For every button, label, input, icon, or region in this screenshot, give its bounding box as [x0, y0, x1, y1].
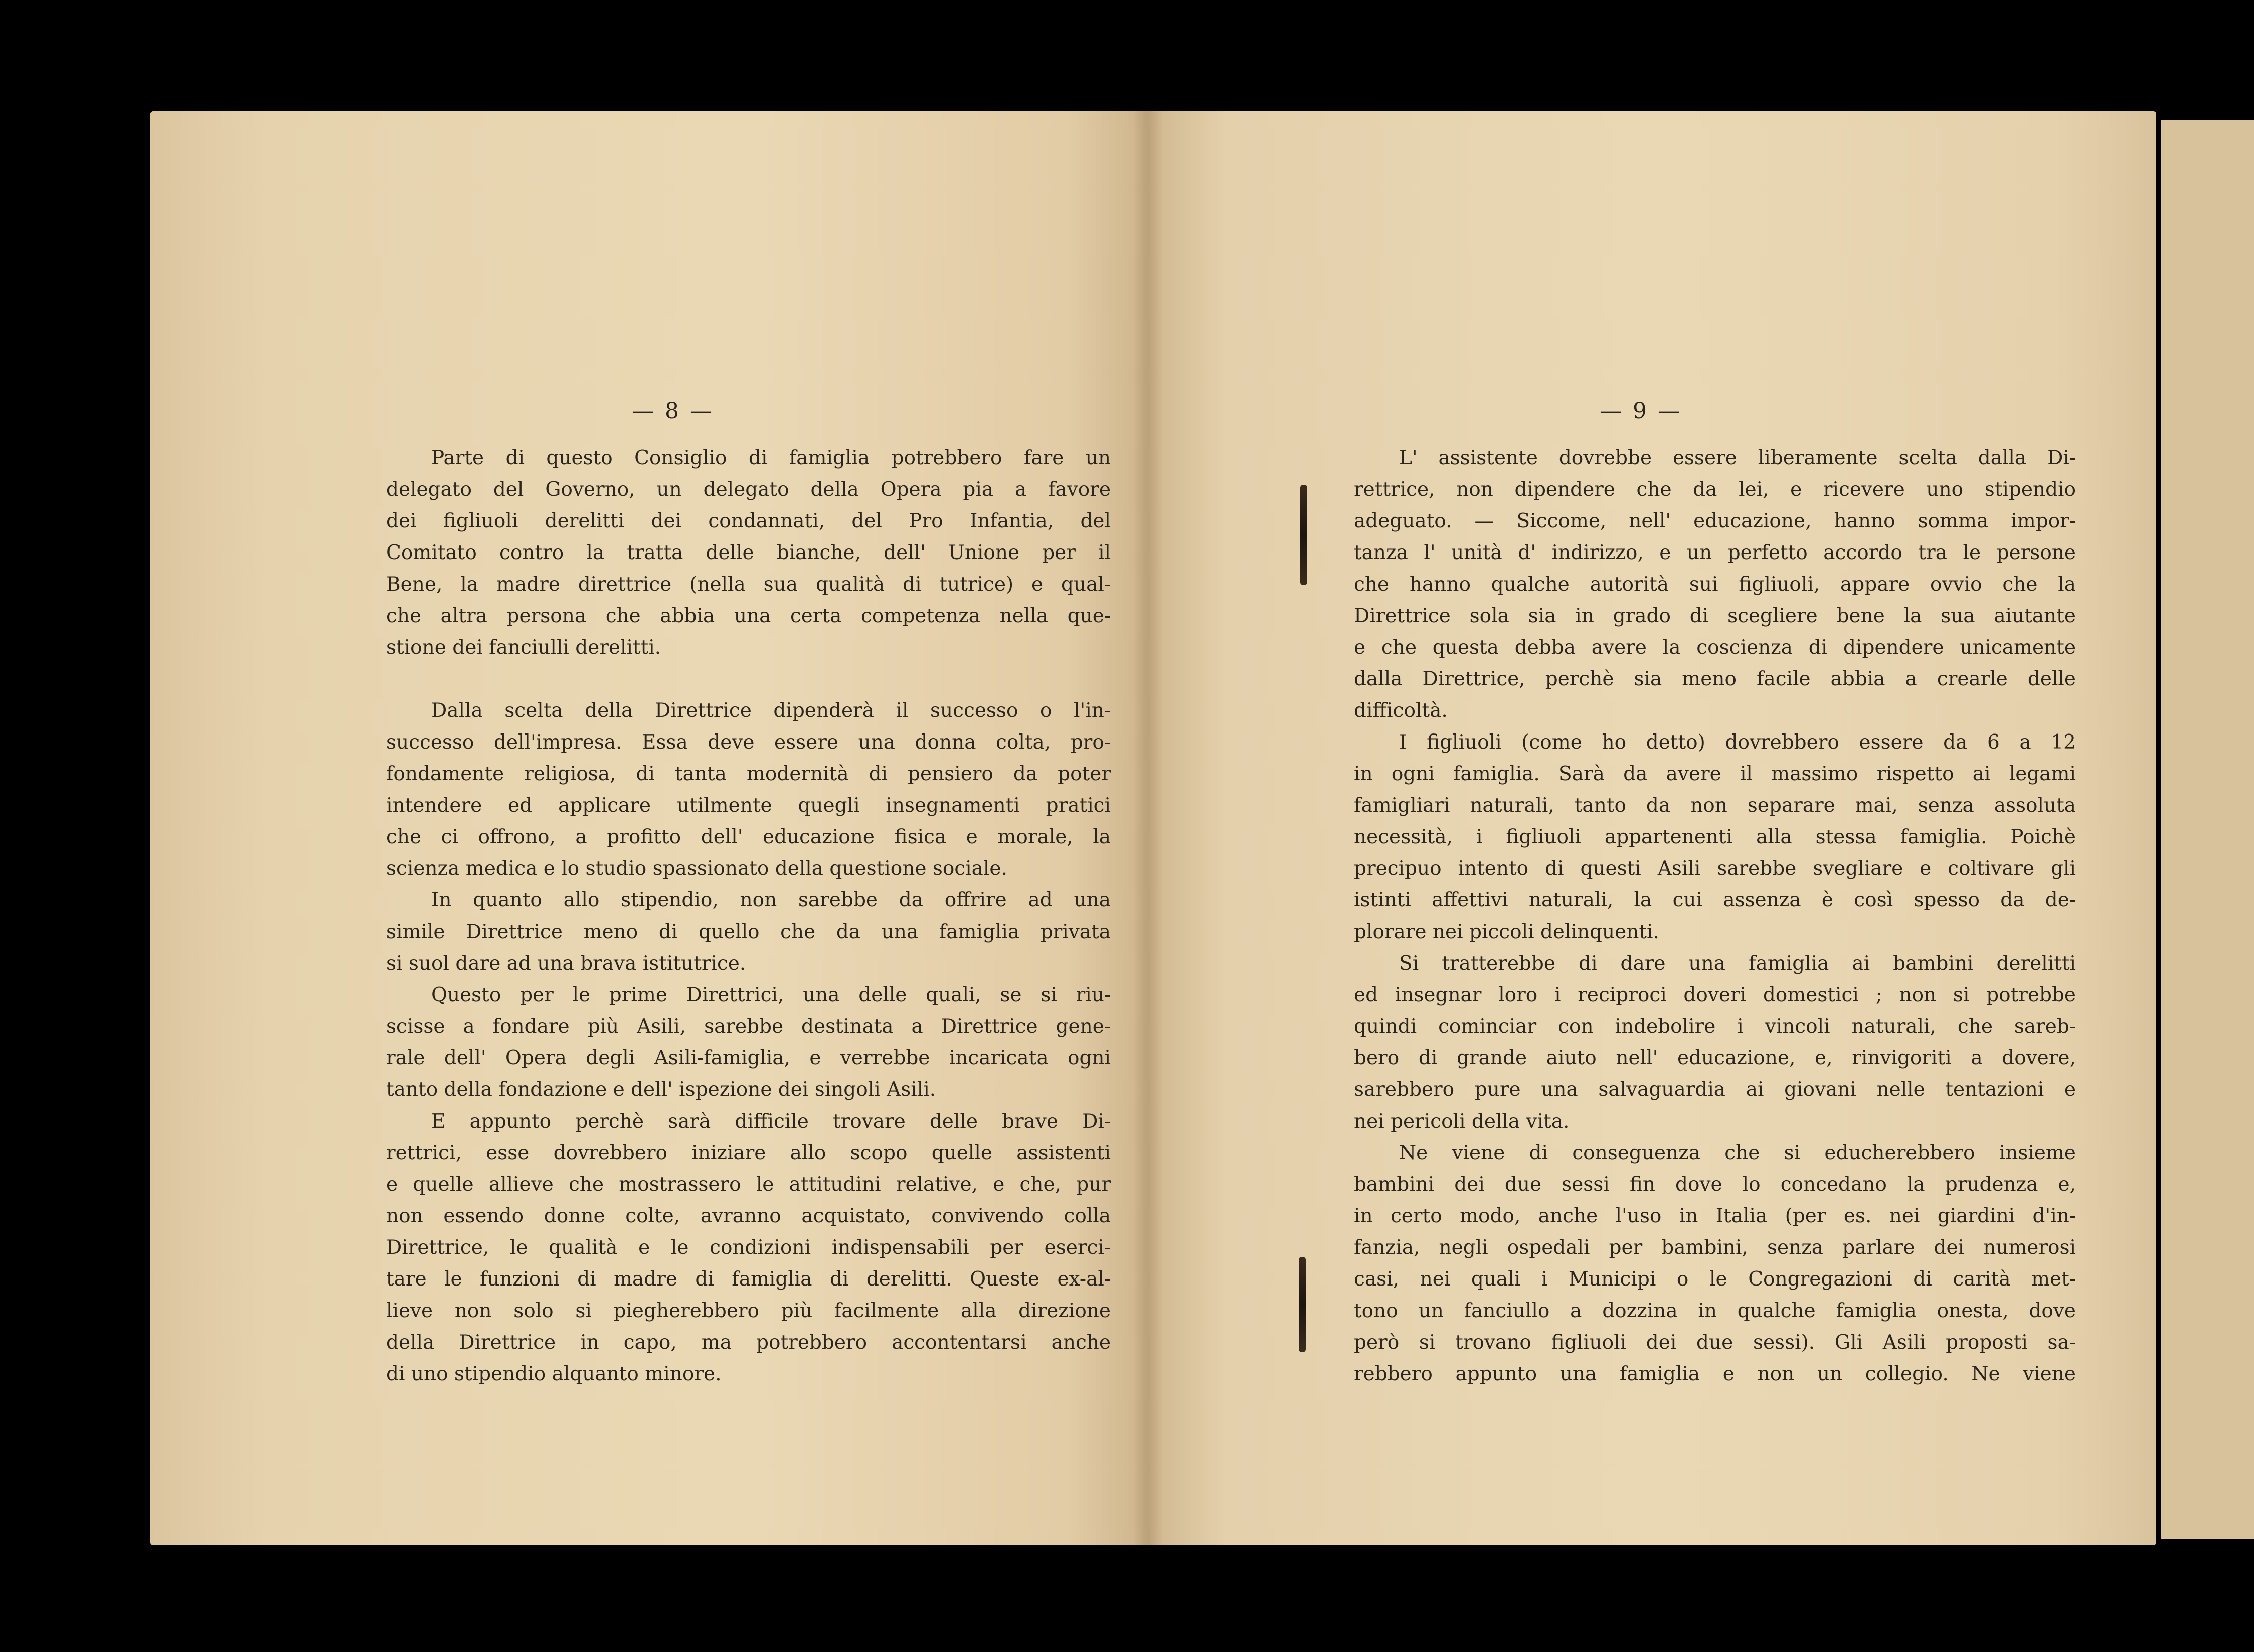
text-line: rettrice, non dipendere che da lei, e ricevere uno stipendio [1354, 478, 2076, 501]
text-line: si suol dare ad una brava istitutrice. [386, 952, 746, 975]
text-line: plorare nei piccoli delinquenti. [1354, 921, 1659, 943]
text-line: lieve non solo si piegherebbero più facilmente alla direzione [386, 1300, 1111, 1322]
text-line: e che questa debba avere la coscienza di dipendere unicamente [1354, 636, 2076, 659]
text-line: dalla Direttrice, perchè sia meno facile abbia a crearle delle [1354, 668, 2076, 690]
text-line: tare le funzioni di madre di famiglia di derelitti. Queste ex-al- [386, 1268, 1111, 1291]
text-line: I figliuoli (come ho detto) dovrebbero essere da 6 a 12 [1399, 731, 2076, 754]
bottom-staple [1299, 1257, 1306, 1352]
text-line: tanza l' unità d' indirizzo, e un perfetto accordo tra le persone [1354, 541, 2076, 564]
text-line: nei pericoli della vita. [1354, 1110, 1570, 1133]
text-line: di uno stipendio alquanto minore. [386, 1363, 722, 1385]
text-line: fanzia, negli ospedali per bambini, senza parlare dei numerosi [1354, 1236, 2076, 1259]
text-line: che ci offrono, a profitto dell' educazione fisica e morale, la [386, 826, 1111, 848]
text-line: Questo per le prime Direttrici, una delle quali, se si riu- [431, 984, 1111, 1006]
text-line: adeguato. — Siccome, nell' educazione, hanno somma impor- [1354, 510, 2076, 532]
text-line: intendere ed applicare utilmente quegli insegnamenti pratici [386, 794, 1111, 817]
text-line: successo dell'impresa. Essa deve essere una donna colta, pro- [386, 731, 1111, 754]
text-line: difficoltà. [1354, 699, 1448, 722]
text-line: sarebbero pure una salvaguardia ai giovani nelle tentazioni e [1354, 1078, 2076, 1101]
right-page-number: — 9 — [1600, 398, 1682, 424]
binding-gutter [1133, 111, 1163, 1545]
text-line: Si tratterebbe di dare una famiglia ai bambini derelitti [1399, 952, 2076, 975]
back-cover-edge [2161, 120, 2254, 1539]
text-line: stione dei fanciulli derelitti. [386, 636, 661, 659]
text-line: e quelle allieve che mostrassero le attitudini relative, e che, pur [386, 1173, 1111, 1196]
text-line: che hanno qualche autorità sui figliuoli, appare ovvio che la [1354, 573, 2076, 596]
text-line: precipuo intento di questi Asili sarebbe svegliare e coltivare gli [1354, 857, 2076, 880]
text-line: In quanto allo stipendio, non sarebbe da offrire ad una [431, 889, 1111, 911]
top-staple [1300, 485, 1307, 585]
text-line: scienza medica e lo studio spassionato della questione sociale. [386, 857, 1007, 880]
text-line: Dalla scelta della Direttrice dipenderà il successo o l'in- [431, 699, 1111, 722]
text-line: E appunto perchè sarà difficile trovare delle brave Di- [431, 1110, 1111, 1133]
text-line: delegato del Governo, un delegato della Opera pia a favore [386, 478, 1111, 501]
text-line: in ogni famiglia. Sarà da avere il massimo rispetto ai legami [1354, 763, 2076, 785]
text-line: tanto della fondazione e dell' ispezione dei singoli Asili. [386, 1078, 936, 1101]
text-line: Ne viene di conseguenza che si educherebbero insieme [1399, 1142, 2076, 1164]
left-page-number: — 8 — [632, 398, 714, 424]
text-line: quindi cominciar con indebolire i vincoli naturali, che sareb- [1354, 1015, 2076, 1038]
text-line: che altra persona che abbia una certa competenza nella que- [386, 605, 1111, 627]
text-line: rale dell' Opera degli Asili-famiglia, e verrebbe incaricata ogni [386, 1047, 1111, 1069]
text-line: Comitato contro la tratta delle bianche, dell' Unione per il [386, 541, 1111, 564]
text-line: Bene, la madre direttrice (nella sua qualità di tutrice) e qual- [386, 573, 1111, 596]
text-line: tono un fanciullo a dozzina in qualche famiglia onesta, dove [1354, 1300, 2076, 1322]
text-line: ed insegnar loro i reciproci doveri domestici ; non si potrebbe [1354, 984, 2076, 1006]
text-line: Direttrice sola sia in grado di scegliere bene la sua aiutante [1354, 605, 2076, 627]
text-line: non essendo donne colte, avranno acquistato, convivendo colla [386, 1205, 1111, 1227]
text-line: bambini dei due sessi fin dove lo concedano la prudenza e, [1354, 1173, 2076, 1196]
text-line: L' assistente dovrebbe essere liberamente scelta dalla Di- [1399, 447, 2076, 469]
text-line: della Direttrice in capo, ma potrebbero accontentarsi anche [386, 1331, 1111, 1354]
text-line: casi, nei quali i Municipi o le Congregazioni di carità met- [1354, 1268, 2076, 1291]
text-line: necessità, i figliuoli appartenenti alla stessa famiglia. Poichè [1354, 826, 2076, 848]
text-line: fondamente religiosa, di tanta modernità di pensiero da poter [386, 763, 1111, 785]
text-line: bero di grande aiuto nell' educazione, e, rinvigoriti a dovere, [1354, 1047, 2076, 1069]
text-line: simile Direttrice meno di quello che da una famiglia privata [386, 921, 1111, 943]
paragraph-gap [386, 663, 1111, 695]
text-line: dei figliuoli derelitti dei condannati, del Pro Infantia, del [386, 510, 1111, 532]
text-line: scisse a fondare più Asili, sarebbe destinata a Direttrice gene- [386, 1015, 1111, 1038]
text-line: rebbero appunto una famiglia e non un collegio. Ne viene [1354, 1363, 2076, 1385]
text-line: in certo modo, anche l'uso in Italia (per es. nei giardini d'in- [1354, 1205, 2076, 1227]
left-page-text [386, 442, 1111, 1390]
text-line: Direttrice, le qualità e le condizioni indispensabili per eserci- [386, 1236, 1111, 1259]
document-spread [150, 111, 2156, 1545]
right-page-text [1354, 442, 2076, 1390]
text-line: istinti affettivi naturali, la cui assenza è così spesso da de- [1354, 889, 2076, 911]
text-line: però si trovano figliuoli dei due sessi). Gli Asili proposti sa- [1354, 1331, 2076, 1354]
text-line: Parte di questo Consiglio di famiglia potrebbero fare un [431, 447, 1111, 469]
text-line: famigliari naturali, tanto da non separare mai, senza assoluta [1354, 794, 2076, 817]
text-line: rettrici, esse dovrebbero iniziare allo scopo quelle assistenti [386, 1142, 1111, 1164]
